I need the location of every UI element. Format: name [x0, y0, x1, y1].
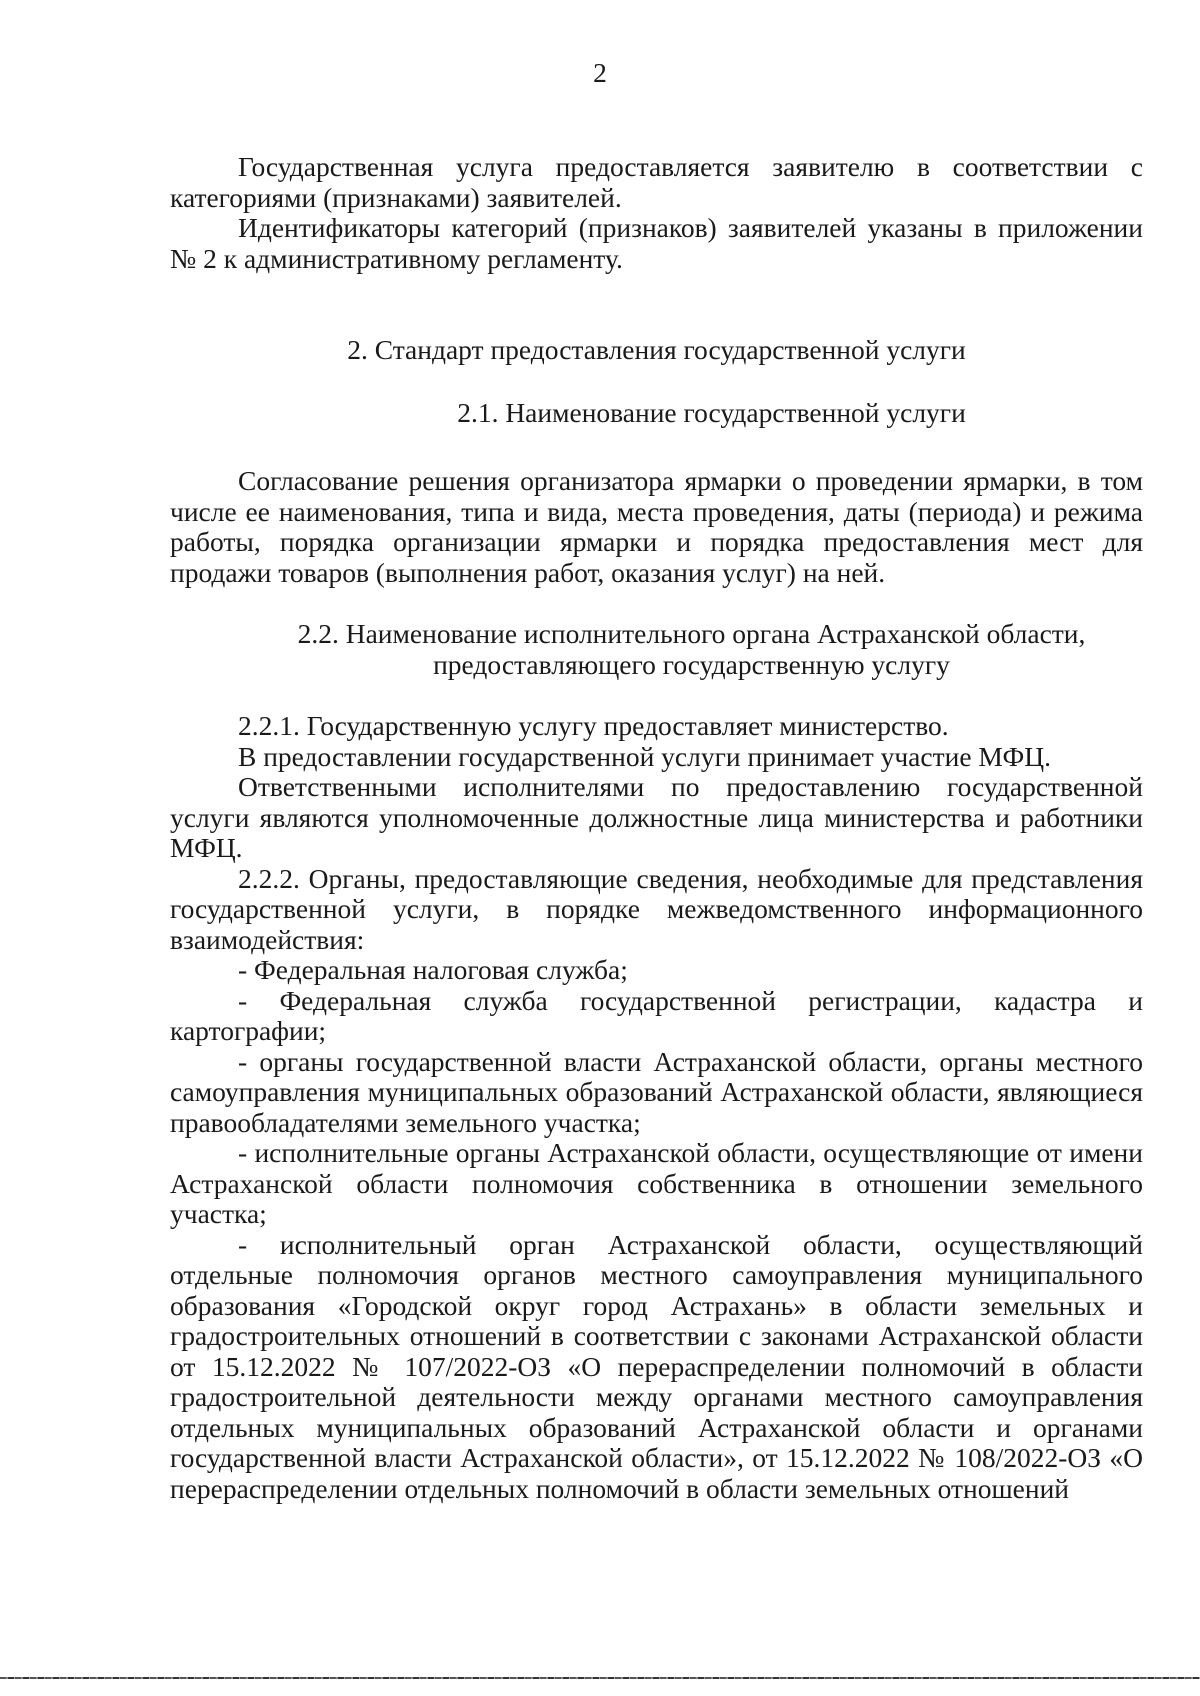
page-number: 2	[593, 57, 607, 88]
list-item-executive-body-astrakhan: - исполнительный орган Астраханской области, осуществляющий отдельные полномочия органов местного самоуправления муниципального образования «Городской округ город Астрахань» в области земельных и градостроительных отношений в соответствии с законами Астраханской области от 15.12.2022 № 107/2022-ОЗ «О перераспределении полномочий в области градостроительной деятельности между органами местного самоуправления отдельных муниципальных образований Астраханской области и органами государственной власти Астраханской области», от 15.12.2022 № 108/2022-ОЗ «О перераспределении отдельных полномочий в области земельных отношений	[170, 1228, 1143, 1504]
section-2-2-heading	[170, 619, 1143, 680]
list-item-tax-service: - Федеральная налоговая служба;	[238, 954, 628, 985]
section-2-2-body	[170, 711, 1143, 1504]
section-2-2-heading-line-1: 2.2. Наименование исполнительного органа Астраханской области,	[297, 618, 1086, 649]
paragraph-2-2-1: 2.2.1. Государственную услугу предоставляет министерство.	[238, 710, 949, 741]
paragraph-applicant-categories: Государственная услуга предоставляется заявителю в соответствии с категориями (признаками) заявителей.	[170, 151, 1143, 213]
paragraph-responsible-executors: Ответственными исполнителями по предоставлению государственной услуги являются уполномоченные должностные лица министерства и работники МФЦ.	[170, 771, 1143, 863]
list-item-executive-bodies: - исполнительные органы Астраханской области, осуществляющие от имени Астраханской области полномочия собственника в отношении земельного участка;	[170, 1137, 1143, 1229]
list-item-registration-service: - Федеральная служба государственной регистрации, кадастра и картографии;	[170, 984, 1143, 1046]
scan-edge-line	[0, 1677, 1200, 1679]
paragraph-2-2-2: 2.2.2. Органы, предоставляющие сведения, необходимые для представления государственной услуги, в порядке межведомственного информационного взаимодействия:	[170, 862, 1143, 955]
document-body	[170, 152, 1143, 1504]
paragraph-mfc-participation: В предоставлении государственной услуги принимает участие МФЦ.	[238, 740, 1051, 772]
section-2-1-heading: 2.1. Наименование государственной услуги	[457, 396, 966, 428]
paragraph-service-name: Согласование решения организатора ярмарки о проведении ярмарки, в том числе ее наименования, типа и вида, места проведения, даты (периода) и режима работы, порядка организации ярмарки и порядка предоставления мест для продажи товаров (выполнения работ, оказания услуг) на ней.	[170, 465, 1143, 588]
list-item-state-authorities: - органы государственной власти Астраханской области, органы местного самоуправления муниципальных образований Астраханской области, являющиеся правообладателями земельного участка;	[170, 1045, 1143, 1138]
section-2-2-heading-line-2: предоставляющего государственную услугу	[433, 648, 950, 680]
section-2-heading: 2. Стандарт предоставления государственной услуги	[347, 334, 966, 365]
paragraph-category-identifiers: Идентификаторы категорий (признаков) заявителей указаны в приложении № 2 к административному регламенту.	[170, 212, 1143, 274]
